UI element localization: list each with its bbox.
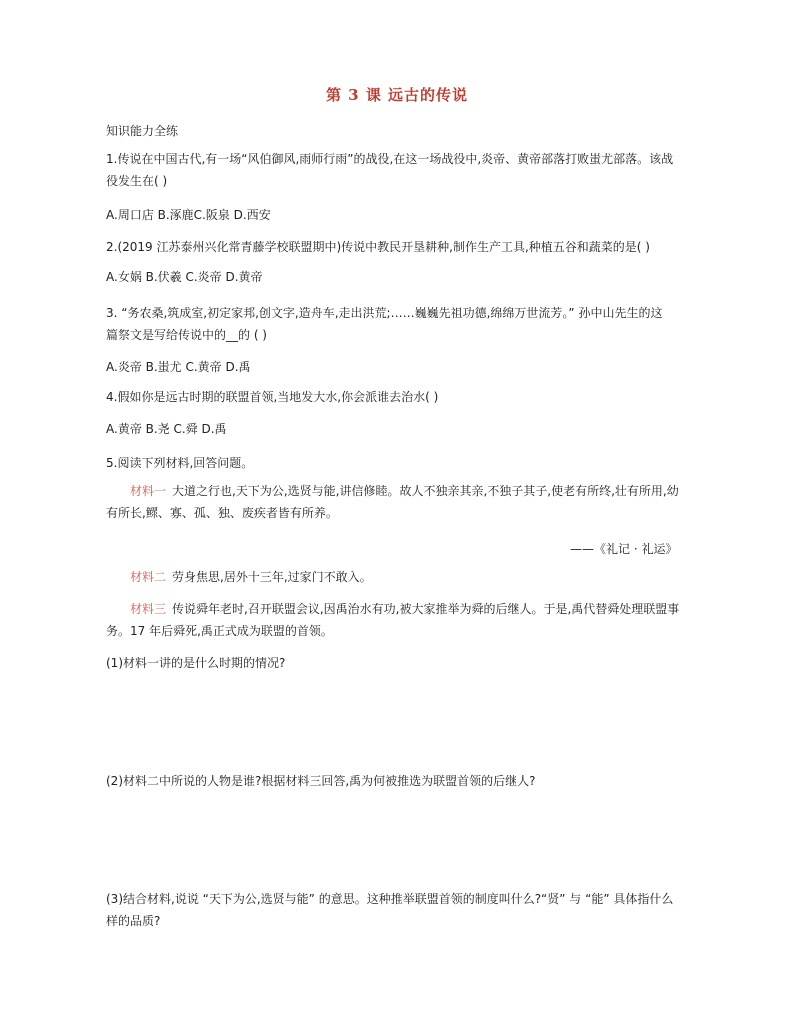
question-4-options: A.黄帝 B.尧 C.舜 D.禹: [106, 422, 227, 436]
question-3-line-2: 篇祭文是写给传说中的__的 ( ): [106, 328, 267, 342]
material-1-source: ——《礼记 · 礼运》: [570, 542, 678, 556]
material-2-line: [130, 570, 372, 584]
material-3-tag: 材料三: [130, 602, 167, 616]
question-2-options: A.女娲 B.伏羲 C.炎帝 D.黄帝: [106, 270, 263, 284]
material-1-line-1: [130, 484, 679, 498]
question-2-text: 2.(2019 江苏泰州兴化常青藤学校联盟期中)传说中教民开垦耕种,制作生产工具,种植五谷和蔬菜的是( ): [106, 240, 650, 254]
material-2-text: 劳身焦思,居外十三年,过家门不敢入。: [172, 570, 372, 584]
material-3-line-1: [130, 602, 679, 616]
question-4-text: 4.假如你是远古时期的联盟首领,当地发大水,你会派谁去治水( ): [106, 390, 439, 404]
material-2-tag: 材料二: [130, 570, 167, 584]
sub-question-2: (2)材料二中所说的人物是谁?根据材料三回答,禹为何被推选为联盟首领的后继人?: [106, 774, 536, 788]
question-3-options: A.炎帝 B.蚩尤 C.黄帝 D.禹: [106, 360, 251, 374]
material-1-text-1: 大道之行也,天下为公,选贤与能,讲信修睦。故人不独亲其亲,不独子其子,使老有所终,壮有所用,幼: [172, 484, 679, 498]
sub-question-3-line-2: 样的品质?: [106, 914, 161, 928]
page-title: 第 3 课 远古的传说: [325, 86, 469, 104]
material-3-text-1: 传说舜年老时,召开联盟会议,因禹治水有功,被大家推举为舜的后继人。于是,禹代替舜处理联盟事: [172, 602, 680, 616]
question-3-line-1: 3. “务农桑,筑成室,初定家邦,创文字,造舟车,走出洪荒;……巍巍先祖功德,绵绵万世流芳。” 孙中山先生的这: [106, 306, 663, 320]
section-heading: 知识能力全练: [106, 124, 179, 138]
material-1-tag: 材料一: [130, 484, 167, 498]
material-3-line-2: 务。17 年后舜死,禹正式成为联盟的首领。: [106, 624, 333, 638]
question-5-intro: 5.阅读下列材料,回答问题。: [106, 456, 254, 470]
material-1-line-2: 有所长,鳏、寡、孤、独、废疾者皆有所养。: [106, 506, 338, 520]
sub-question-1: (1)材料一讲的是什么时期的情况?: [106, 656, 286, 670]
sub-question-3-line-1: (3)结合材料,说说 “天下为公,选贤与能” 的意思。这种推举联盟首领的制度叫什么?“贤” 与 “能” 具体指什么: [106, 892, 674, 906]
question-1-options: A.周口店 B.涿鹿C.阪泉 D.西安: [106, 208, 271, 222]
question-1-line-2: 役发生在( ): [106, 174, 168, 188]
question-1-line-1: 1.传说在中国古代,有一场“风伯御风,雨师行雨”的战役,在这一场战役中,炎帝、黄帝部落打败蚩尤部落。该战: [106, 152, 674, 166]
